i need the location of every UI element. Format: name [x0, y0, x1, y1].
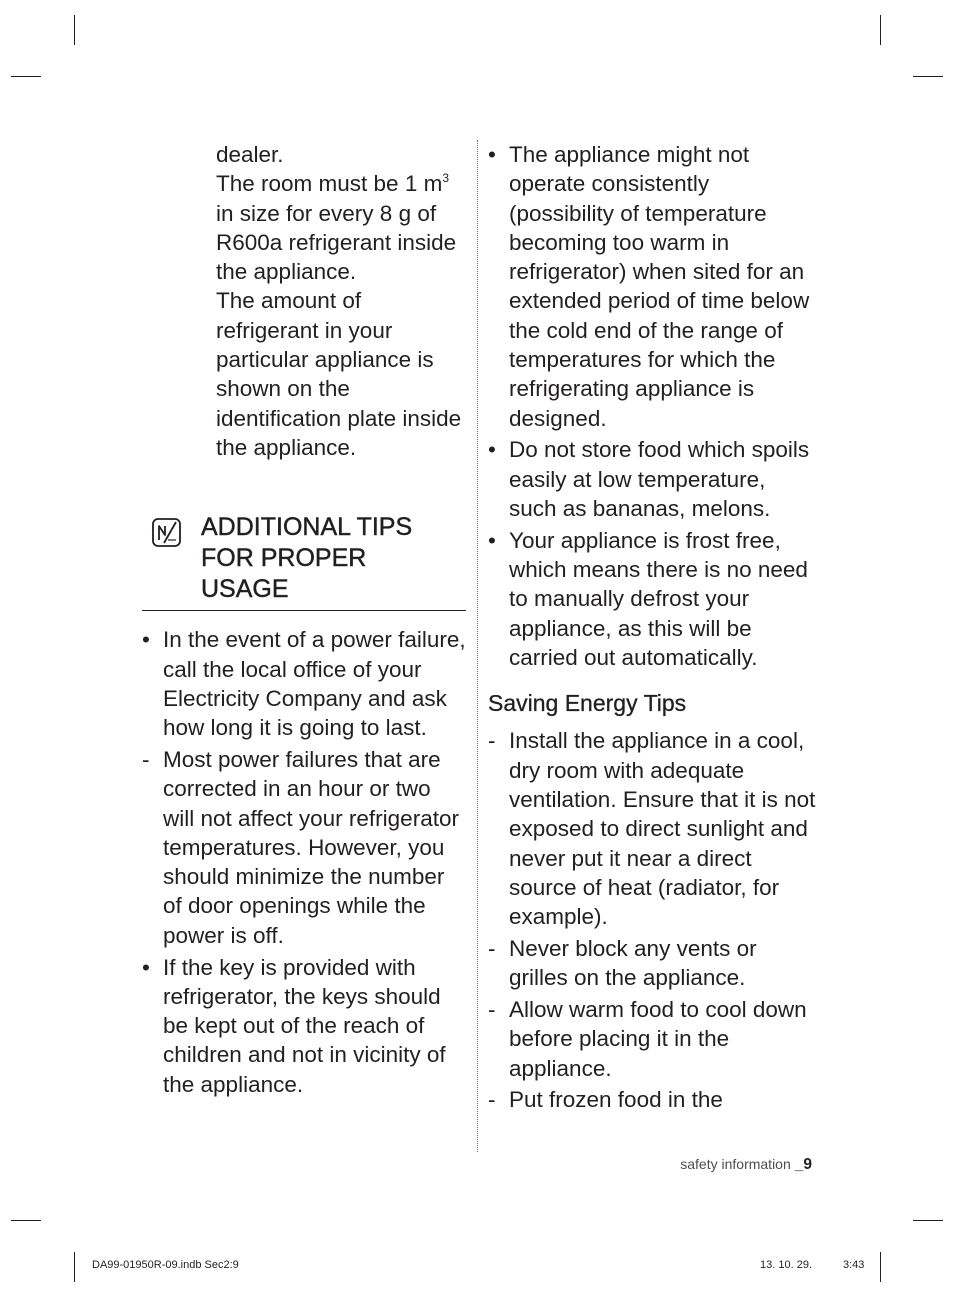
crop-mark	[913, 76, 943, 77]
bullet-marker: •	[488, 142, 496, 167]
left-column	[142, 140, 466, 1102]
section-title: ADDITIONAL TIPS FOR PROPER USAGE	[201, 513, 413, 604]
continued-paragraph	[216, 140, 466, 462]
crop-mark	[880, 15, 881, 45]
column-divider	[477, 140, 478, 1152]
note-icon	[152, 518, 181, 547]
slug-filename: DA99-01950R-09.indb Sec2:9	[92, 1259, 239, 1271]
dash-marker: -	[488, 997, 496, 1023]
crop-mark	[11, 76, 41, 77]
dash-marker: -	[488, 935, 496, 961]
list-item: • In the event of a power failure, call the local office of your Electricity Company and ask how long it is going to last.	[142, 627, 466, 741]
slug-date: 13. 10. 29.	[760, 1259, 812, 1271]
list-item: - Allow warm food to cool down before placing it in the appliance.	[488, 997, 807, 1081]
crop-mark	[11, 1220, 41, 1221]
page-number: _9	[794, 1156, 812, 1173]
continued-text-1: dealer.	[216, 142, 284, 167]
bullet-marker: •	[488, 527, 496, 553]
list-item: - Install the appliance in a cool, dry room with adequate ventilation. Ensure that it is not exposed to direct sunlight and never put it near a direct source of heat (radiator, for example).	[488, 728, 816, 930]
footer-section-label: safety information	[680, 1156, 791, 1172]
list-item: • The appliance might not operate consistently (possibility of temperature becoming too warm in refrigerator) when sited for an extended period of time below the cold end of the range of temperatures for which the refrigerating appliance is designed.	[488, 142, 810, 431]
section-header	[142, 512, 466, 611]
crop-mark	[74, 1252, 75, 1282]
right-column	[488, 140, 818, 1117]
bullet-marker: •	[142, 954, 150, 980]
list-item: - Most power failures that are corrected in an hour or two will not affect your refrigerator temperatures. However, you should minimize the number of door openings while the power is off.	[142, 746, 459, 948]
dash-marker: -	[488, 728, 496, 754]
list-item: • Your appliance is frost free, which means there is no need to manually defrost your appliance, as this will be carried out automatically.	[488, 527, 808, 671]
page-footer	[680, 1156, 812, 1174]
dash-marker: -	[142, 746, 150, 772]
crop-mark	[913, 1220, 943, 1221]
subheading: Saving Energy Tips	[488, 690, 687, 717]
list-item: • Do not store food which spoils easily at low temperature, such as bananas, melons.	[488, 437, 810, 522]
bullet-marker: •	[488, 437, 496, 463]
list-item: • If the key is provided with refrigerator, the keys should be kept out of the reach of children and not in vicinity of the appliance.	[142, 954, 446, 1097]
tips-list	[142, 625, 466, 1099]
continued-text-3: The amount of refrigerant in your particular appliance is shown on the identification plate inside the appliance.	[216, 288, 462, 460]
bullet-marker: •	[142, 627, 150, 653]
crop-mark	[880, 1252, 881, 1282]
slug-time: 3:43	[843, 1259, 865, 1271]
continued-text-2: The room must be 1 $m^3$ in size for every 8 g of R600a refrigerant inside the appliance.	[216, 171, 457, 285]
list-item: - Put frozen food in the	[488, 1085, 818, 1114]
dash-marker: -	[488, 1087, 496, 1113]
list-item: - Never block any vents or grilles on the appliance.	[488, 935, 757, 991]
crop-mark	[74, 15, 75, 45]
energy-tips-list	[488, 726, 818, 1114]
superscript: 3	[442, 171, 450, 186]
tips-list	[488, 140, 818, 672]
